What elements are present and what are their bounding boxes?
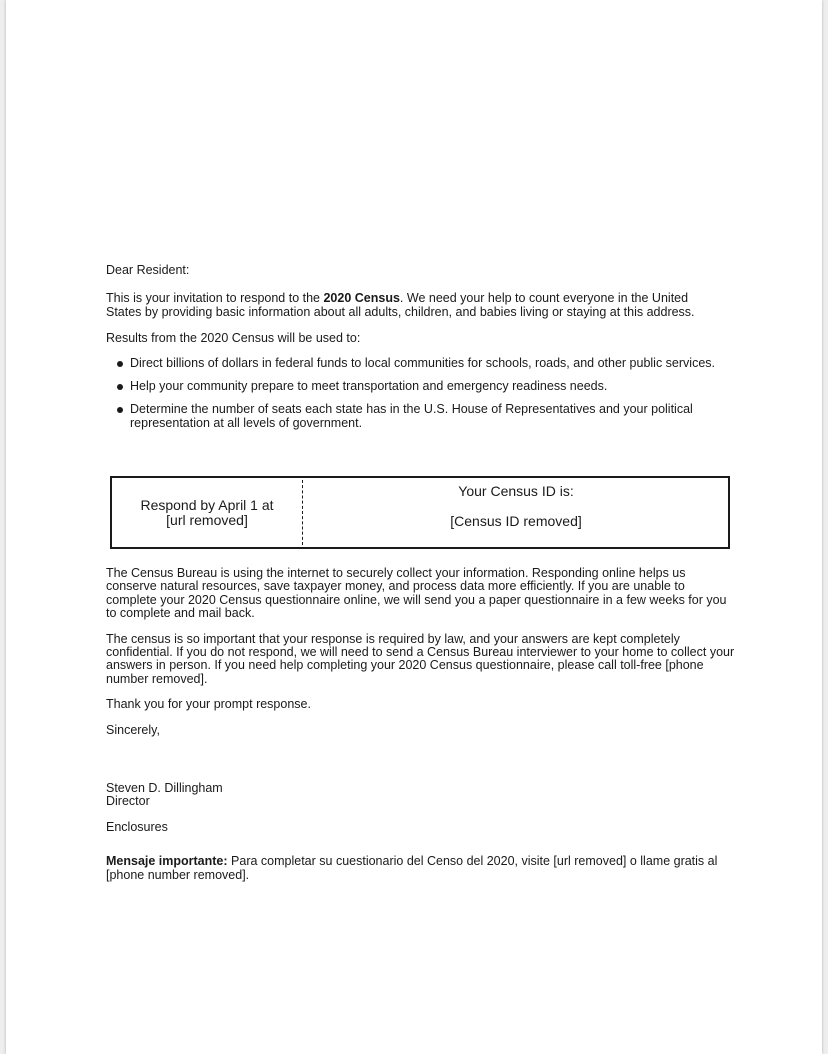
online-paragraph: The Census Bureau is using the internet to securely collect your information. Responding online helps us conserve natural resources, save taxpayer money, and process data more efficiently. If you are unable to complete your 2020 Census questionnaire online, we will send you a paper questionnaire in a few weeks for you to complete and mail back. — [106, 566, 727, 621]
census-id-box — [110, 476, 730, 549]
uses-list — [106, 357, 726, 431]
intro-paragraph — [106, 292, 726, 319]
results-lead: Results from the 2020 Census will be used to: — [106, 331, 361, 346]
census-id-label: Your Census ID is: — [458, 483, 574, 499]
list-item: Help your community prepare to meet transportation and emergency readiness needs. — [106, 380, 726, 393]
signer-title: Director — [106, 794, 150, 809]
law-paragraph: The census is so important that your response is required by law, and your answers are kept completely confidential. If you do not respond, we will need to send a Census Bureau interviewer to your home to collect your answers in person. If you need help completing your 2020 Census questionnaire, please call toll-free [phone number removed]. — [106, 631, 735, 686]
list-item: Direct billions of dollars in federal funds to local communities for schools, roads, and other public services. — [106, 357, 726, 370]
spanish-message-text: Para completar su cuestionario del Censo del 2020, visite [url removed] o llame gratis al [phone number removed]. — [106, 854, 718, 882]
list-item: Determine the number of seats each state has in the U.S. House of Representatives and your political representation at all levels of government. — [106, 403, 726, 430]
salutation: Dear Resident: — [106, 263, 190, 277]
census-id-value: [Census ID removed] — [450, 513, 582, 529]
respond-by-text: Respond by April 1 at — [140, 496, 274, 513]
intro-census-bold: 2020 Census — [323, 291, 400, 306]
spanish-message — [106, 855, 736, 882]
signer-name: Steven D. Dillingham — [106, 781, 223, 796]
letter-body — [106, 264, 726, 444]
census-id-section — [304, 478, 728, 547]
dashed-divider — [302, 480, 303, 545]
intro-text-start: This is your invitation to respond to the — [106, 291, 324, 306]
intro-text-end: . We need your help to count everyone in the United States by providing basic information about all adults, children, and babies living or staying at this address. — [106, 291, 695, 319]
respond-by-section — [112, 478, 302, 547]
spanish-message-label: Mensaje importante: — [106, 854, 228, 869]
respond-url: [url removed] — [166, 511, 248, 528]
thanks-line: Thank you for your prompt response. — [106, 697, 311, 712]
letter-lower-body — [106, 567, 736, 894]
letter-page — [6, 0, 822, 1054]
closing: Sincerely, — [106, 722, 160, 737]
signature-block — [106, 782, 736, 809]
enclosures-note: Enclosures — [106, 819, 168, 834]
